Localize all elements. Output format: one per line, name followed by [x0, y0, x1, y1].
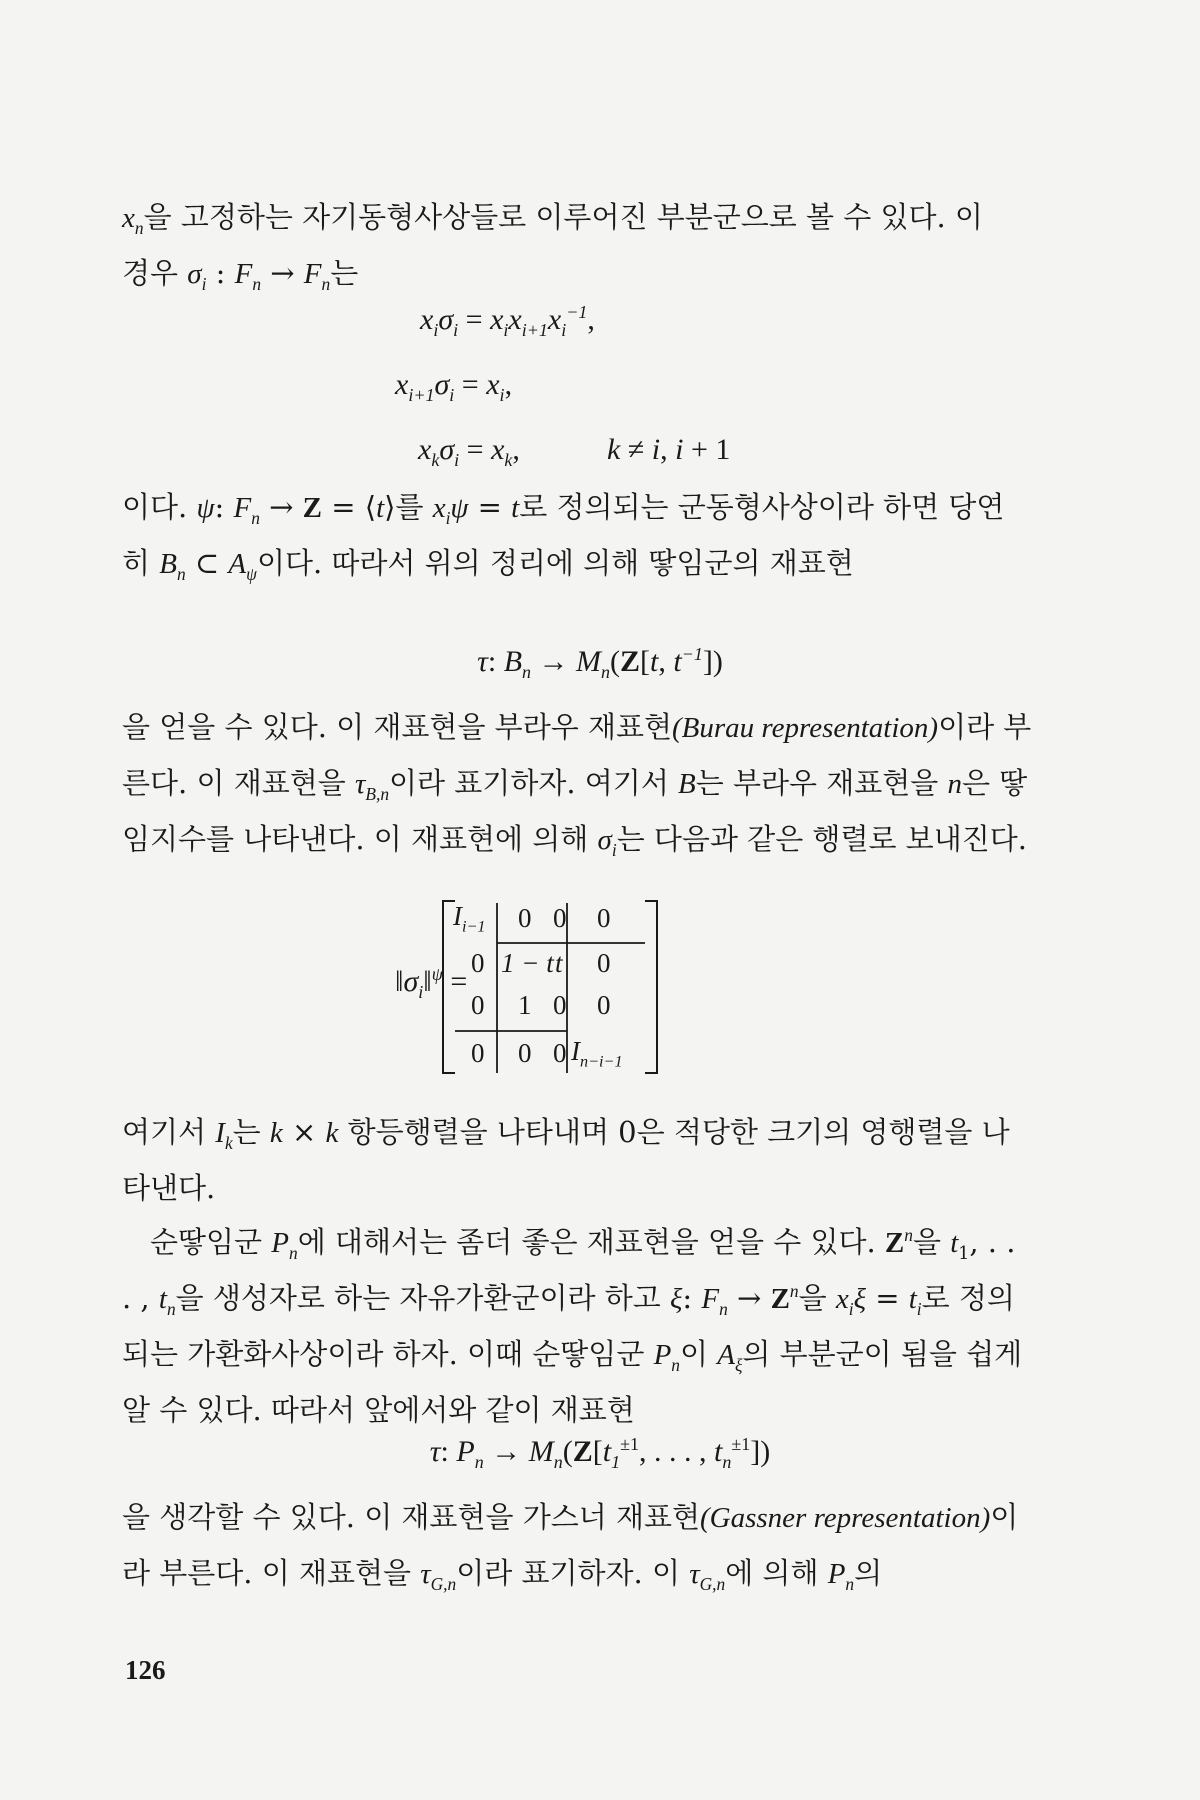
matrix-cell-1-3: 0: [597, 948, 611, 978]
equation-3: $x_k\sigma_i = x_k$,: [418, 433, 520, 470]
matrix-cell-0-3: 0: [597, 903, 611, 933]
matrix-cell-3-1: 0: [518, 1038, 532, 1068]
matrix-cell-2-2: 0: [553, 990, 567, 1020]
burau-matrix: [395, 897, 955, 1077]
matrix-cell-1-2: t: [555, 948, 563, 978]
matrix-cell-3-3: $I_{n-i-1}$: [571, 1036, 623, 1071]
matrix-cell-1-1: 1 − t: [501, 948, 554, 978]
right-bracket: [645, 901, 657, 1073]
matrix-cell-2-3: 0: [597, 990, 611, 1020]
matrix-cell-1-0: 0: [471, 948, 485, 978]
equation-2: $x_{i+1}\sigma_i = x_i$,: [395, 368, 513, 405]
matrix-cell-2-1: 1: [518, 990, 532, 1020]
paragraph-6: 을 생각할 수 있다. 이 재표현을 가스너 재표현(Gassner representation)이라 부른다. 이 재표현을 $\tau_{G,n}$이라 표기하자. 이 $\tau_{G,n}$에 의해 $P_n$의: [122, 1500, 1019, 1594]
matrix-cell-2-0: 0: [471, 990, 485, 1020]
matrix-cell-0-0: $I_{i-1}$: [453, 901, 486, 936]
gassner-map-equation: τ: $P_n \to M_n(Z[t_1^{\pm 1}$, . . . , $t_n^{\pm 1}$]): [429, 1434, 771, 1472]
paragraph-1: $x_n$을 고정하는 자기동형사상들로 이루어진 부분군으로 볼 수 있다. 이 경우 $\sigma_i$ : $F_n \to F_n$는: [122, 200, 983, 294]
paragraph-2: 이다. ψ: $F_n \to Z$ = ⟨t⟩를 $x_i\psi = t$로 정의되는 군동형사상이라 하면 당연히 $B_n$ ⊂ $A_\psi$이다. 따라서 위의 정리에 의해 땋임군의 재표현: [122, 490, 1005, 584]
matrix-cell-0-2: 0: [553, 903, 567, 933]
matrix-cell-0-1: 0: [518, 903, 532, 933]
paragraph-5: 순땋임군 $P_n$에 대해서는 좀더 좋은 재표현을 얻을 수 있다. $Z^n$을 $t_1$, . . . , $t_n$을 생성자로 하는 자유가환군이라 하고 ξ: $F_n \to Z^n$을 $x_i\xi = t_i$로 정의되는 가환화사상이라 하자. 이때 순땋임군 $P_n$이 $A_\xi$의 부분군이 됨을 쉽게 알 수 있다. 따라서 앞에서와 같이 재표현: [122, 1225, 1023, 1427]
paragraph-3: 을 얻을 수 있다. 이 재표현을 부라우 재표현(Burau representation)이라 부른다. 이 재표현을 $\tau_{B,n}$이라 표기하자. 여기서 B는 부라우 재표현을 n은 땋임지수를 나타낸다. 이 재표현에 의해 $\sigma_i$는 다음과 같은 행렬로 보내진다.: [122, 710, 1032, 860]
paragraph-4: 여기서 $I_k$는 k × k 항등행렬을 나타내며 0은 적당한 크기의 영행렬을 나타낸다.: [122, 1115, 1010, 1205]
burau-map-equation: τ: $B_n \to M_n(Z[t$, $t^{-1}$]): [477, 644, 723, 682]
equation-1: $x_i\sigma_i = x_ix_{i+1}x_i^{-1}$,: [420, 302, 595, 340]
matrix-lhs: $‖\sigma_i‖^\psi$ =: [395, 964, 468, 1002]
equation-3-condition: k ≠ i, i + 1: [607, 433, 731, 466]
page-number: 126: [125, 1655, 166, 1685]
matrix-cell-3-2: 0: [553, 1038, 567, 1068]
matrix-cell-3-0: 0: [471, 1038, 485, 1068]
